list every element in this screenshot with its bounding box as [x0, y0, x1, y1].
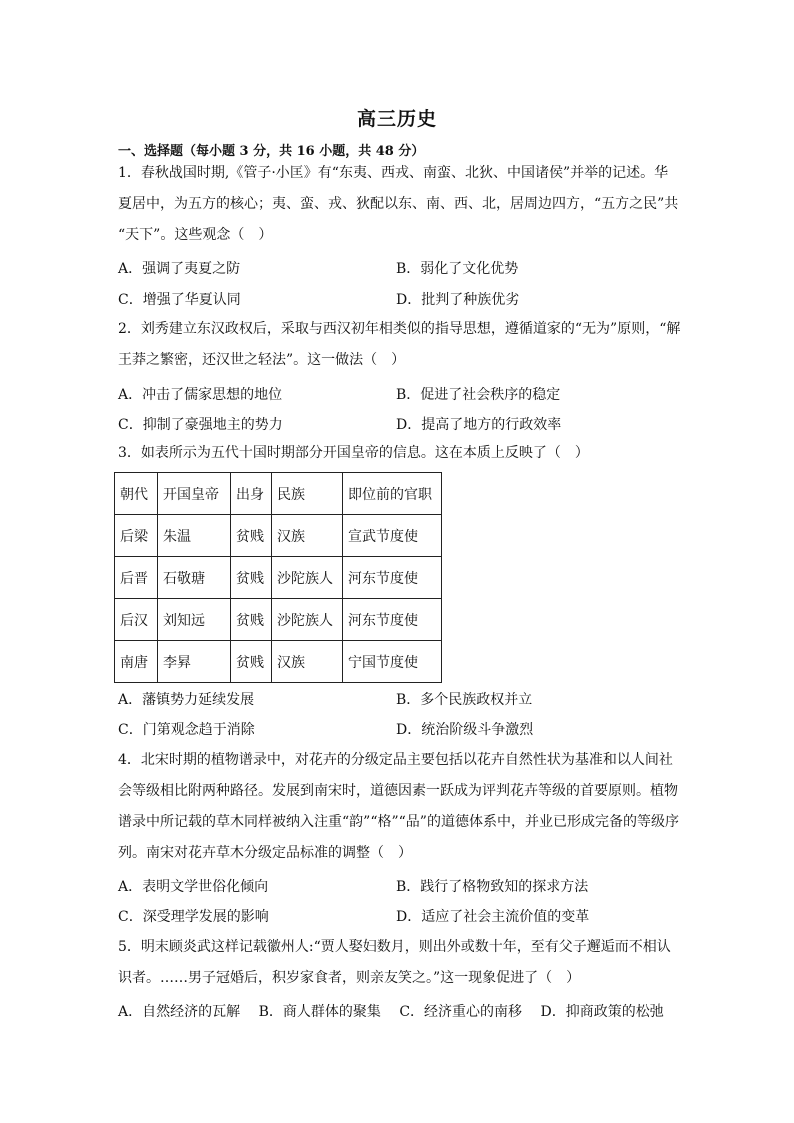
table-cell: 李昪 [158, 641, 231, 683]
table-row [115, 557, 442, 599]
table-header-cell: 民族 [272, 473, 343, 515]
question-1-options-row-2 [118, 289, 678, 309]
question-2-options-row-2 [118, 414, 678, 434]
option-c: C．门第观念趋于消除 [118, 722, 255, 738]
table-cell: 贫贱 [231, 641, 272, 683]
question-5-line: 5．明末顾炎武这样记载徽州人:“贾人娶妇数月，则出外或数十年，至有父子邂逅而不相认 [118, 939, 671, 955]
question-1 [118, 158, 678, 251]
option-b: B．商人群体的聚集 [258, 1004, 381, 1020]
table-cell: 宣武节度使 [343, 515, 442, 557]
question-4-options-row-2 [118, 906, 678, 926]
question-3 [118, 438, 678, 469]
option-c: C．抑制了豪强地主的势力 [118, 417, 283, 433]
option-d: D．批判了种族优劣 [396, 292, 520, 308]
table-header-cell: 出身 [231, 473, 272, 515]
question-5-line: 识者。……男子冠婚后，积岁家食者，则亲友笑之。”这一现象促进了（ ） [118, 970, 581, 986]
option-a: A．冲击了儒家思想的地位 [118, 387, 283, 403]
option-b: B．促进了社会秩序的稳定 [396, 387, 561, 403]
table-row [115, 641, 442, 683]
table-cell: 贫贱 [231, 599, 272, 641]
table-cell: 后晋 [115, 557, 158, 599]
table-cell: 河东节度使 [343, 557, 442, 599]
question-4-line: 列。南宋对花卉草木分级定品标准的调整（ ） [118, 845, 412, 861]
table-cell: 汉族 [272, 641, 343, 683]
question-3-line: 3．如表所示为五代十国时期部分开国皇帝的信息。这在本质上反映了（ ） [118, 445, 589, 461]
question-5-options-row [118, 1001, 678, 1021]
table-row [115, 599, 442, 641]
option-b: B．践行了格物致知的探求方法 [396, 879, 589, 895]
table-cell: 南唐 [115, 641, 158, 683]
table-cell: 宁国节度使 [343, 641, 442, 683]
question-1-options-row-1 [118, 258, 678, 278]
question-2-options-row-1 [118, 384, 678, 404]
question-4-line: 谱录中所记载的草木同样被纳入注重“韵”“格”“品”的道德体系中，并业已形成完备的等级序 [118, 814, 679, 830]
option-d: D．适应了社会主流价值的变革 [396, 909, 590, 925]
table-cell: 后梁 [115, 515, 158, 557]
table-header-cell: 即位前的官职 [343, 473, 442, 515]
option-a: A．表明文学世俗化倾向 [118, 879, 269, 895]
table-header-cell: 朝代 [115, 473, 158, 515]
table-cell: 汉族 [272, 515, 343, 557]
option-d: D．抑商政策的松弛 [540, 1004, 664, 1020]
table-cell: 河东节度使 [343, 599, 442, 641]
table-cell: 贫贱 [231, 557, 272, 599]
table-cell: 朱温 [158, 515, 231, 557]
page-title: 高三历史 [356, 108, 437, 130]
option-a: A．藩镇势力延续发展 [118, 692, 255, 708]
table-cell: 石敬瑭 [158, 557, 231, 599]
question-5 [118, 932, 678, 994]
table-cell: 贫贱 [231, 515, 272, 557]
question-3-options-row-2 [118, 719, 678, 739]
question-1-line: 1．春秋战国时期,《管子·小匡》有“东夷、西戎、南蛮、北狄、中国诸侯”并举的记述。华 [118, 165, 669, 181]
question-4-options-row-1 [118, 876, 678, 896]
table-header-cell: 开国皇帝 [158, 473, 231, 515]
table-row [115, 515, 442, 557]
option-b: B．弱化了文化优势 [396, 261, 519, 277]
question-4-line: 4．北宋时期的植物谱录中，对花卉的分级定品主要包括以花卉自然性状为基准和以人间社 [118, 752, 673, 768]
rulers-table [114, 472, 442, 683]
question-4-line: 会等级相比附两种路径。发展到南宋时，道德因素一跃成为评判花卉等级的首要原则。植物 [118, 783, 678, 799]
question-1-line: “天下”。这些观念（ ） [118, 227, 273, 243]
option-b: B．多个民族政权并立 [396, 692, 533, 708]
table-cell: 刘知远 [158, 599, 231, 641]
option-d: D．提高了地方的行政效率 [396, 417, 562, 433]
question-2-line: 2．刘秀建立东汉政权后，采取与西汉初年相类似的指导思想，遵循道家的“无为”原则，“解 [118, 321, 681, 337]
option-d: D．统治阶级斗争激烈 [396, 722, 534, 738]
table-cell: 沙陀族人 [272, 599, 343, 641]
section-heading: 一、选择题（每小题 3 分，共 16 小题，共 48 分） [118, 144, 425, 159]
option-c: C．增强了华夏认同 [118, 292, 241, 308]
question-3-options-row-1 [118, 689, 678, 709]
question-1-line: 夏居中，为五方的核心；夷、蛮、戎、狄配以东、南、西、北，居周边四方，“五方之民”共 [118, 196, 679, 212]
question-2-line: 王莽之繁密，还汉世之轻法”。这一做法（ ） [118, 352, 406, 368]
table-header-row [115, 473, 442, 515]
question-2 [118, 314, 681, 376]
table-cell: 沙陀族人 [272, 557, 343, 599]
option-c: C．经济重心的南移 [399, 1004, 523, 1020]
question-4 [118, 745, 678, 869]
option-c: C．深受理学发展的影响 [118, 909, 269, 925]
table-cell: 后汉 [115, 599, 158, 641]
option-a: A．自然经济的瓦解 [118, 1004, 241, 1020]
option-a: A．强调了夷夏之防 [118, 261, 241, 277]
